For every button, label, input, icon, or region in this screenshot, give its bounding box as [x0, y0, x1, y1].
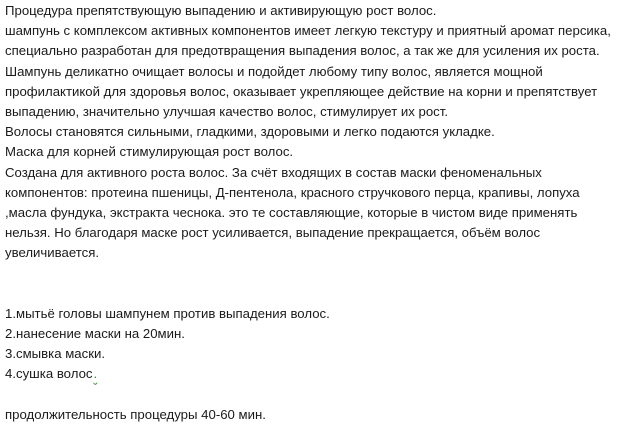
text-line: профилактикой для здоровья волос, оказывает укрепляющее действие на корни и препятствует	[5, 83, 598, 99]
document-body	[5, 1, 627, 425]
text-line: ,масла фундука, экстракта чеснока. это те составляющие, которые в чистом виде применять	[5, 204, 578, 220]
blank-line	[5, 385, 627, 405]
blank-line	[5, 284, 627, 304]
text-line: компонентов: протеина пшеницы, Д-пентенола, красного стручкового перца, крапивы, лопуха	[5, 184, 580, 200]
text-line: увеличивается.	[5, 245, 100, 261]
text-line: Маска для корней стимулирующая рост волос.	[5, 144, 294, 160]
text-line: Создана для активного роста волос. За счёт входящих в состав маски феноменальных	[5, 164, 542, 180]
blank-line	[5, 263, 627, 283]
step-item	[5, 364, 627, 384]
step-text: 4.сушка волос	[5, 366, 93, 382]
text-line: нельзя. Но благодаря маске рост усиливается, выпадение прекращается, объём волос	[5, 225, 541, 241]
text-line: Процедура препятствующую выпадению и активирующую рост волос.	[5, 3, 437, 18]
text-line: специально разработан для предотвращения выпадения волос, а так же для усиления их роста.	[5, 43, 600, 59]
step-item: 2.нанесение маски на 20мин.	[5, 326, 185, 341]
text-line: Волосы становятся сильными, гладкими, здоровыми и легко подаются укладке.	[5, 124, 495, 140]
spellcheck-mark: .	[93, 366, 98, 382]
step-item: 3.смывка маски.	[5, 346, 105, 362]
text-line: выпадению, значительно улучшая качество волос, стимулирует их рост.	[5, 103, 449, 119]
text-line: Шампунь деликатно очищает волосы и подойдет любому типу волос, является мощной	[5, 63, 543, 79]
step-item: 1.мытьё головы шампунем против выпадения волос.	[5, 305, 330, 321]
text-line: шампунь с комплексом активных компонентов имеет легкую текстуру и приятный аромат персика,	[5, 23, 611, 39]
duration-line: продолжительность процедуры 40-60 мин.	[5, 406, 266, 422]
